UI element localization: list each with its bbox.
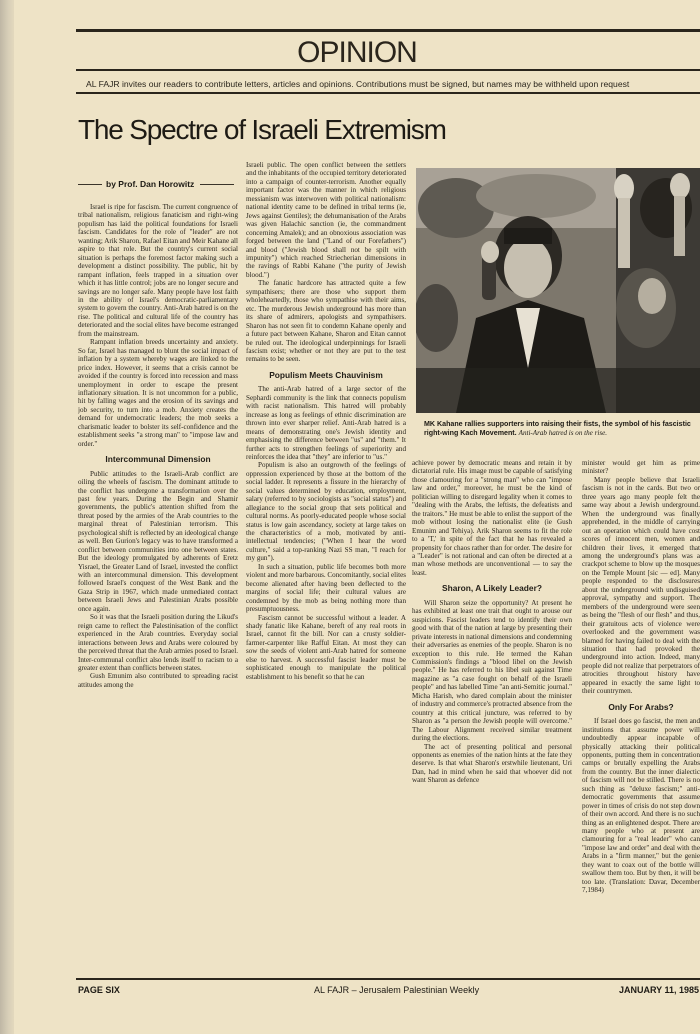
contribution-notice: AL FAJR invites our readers to contribute letters, articles and opinions. Contributions must be signed, but names may be withheld upon request <box>86 79 630 89</box>
paragraph: Fascism cannot be successful without a leader. A shady fanatic like Kahane, bereft of any real roots in Israel, cannot fit the bill. Nor can a crusty soldier-farmer-carpenter like Rafful Eitan. At most they can sow the seeds of violent anti-Arab hatred for someone else to harvest. A successful fascist leader must be sophisticated enough to manipulate the political establishment to his benefit so that he can <box>246 613 406 681</box>
paragraph: Rampant inflation breeds uncertainty and anxiety. So far, Israel has managed to blunt the social impact of inflation by a system whereby wages are linked to the price index. However, it seems that a crisis cannot be avoided if the country is forced into recession and mass unemployment in order to escape the present inflationary situation. It is not uncommon for a public, hit by falling wages and the erosion of its savings and job security, to turn into a mob. Anxiety creates the demand for undemocratic leaders; the mob seeks a charismatic leader to bolster its self-confidence and the establishment seeks "a strong man" to "impose law and order." <box>78 338 238 448</box>
issue-date: JANUARY 11, 1985 <box>619 985 700 995</box>
subheading: Intercommunal Dimension <box>105 454 211 465</box>
byline-rule-right <box>200 184 234 185</box>
binding-edge <box>0 0 14 1034</box>
paragraph: Israeli public. The open conflict between the settlers and the inhabitants of the occupied territory deteriorated into a campaign of counter-terrorism. Another equally important factor was the manner in which religious messianism was interwoven with political nationalism: national identity came to be defined in tribal terms (ie, Jews against Gentiles); the dehumanisation of the Arabs was given Halachic sanction (ie, the commandment concerning Amalek); and an obnoxious association was forged between the land ("Land of our Forefathers") and blood ("Jewish blood shall not be spilt with impunity") which reached Striecherian dimensions in the ravings of Rabbi Kahane ("the purity of Jewish blood.") <box>246 161 406 279</box>
caption-italic: Anti-Arab hatred is on the rise. <box>518 429 608 437</box>
opinion-rule-bottom <box>76 92 700 94</box>
paragraph: Public attitudes to the Israeli-Arab conflict are oiling the wheels of fascism. The dominant attitude to the conflict has undergone a transformation over the past few years. During the Begin and Shamir governments, the public's attention shifted from the threat posed by the armies of the Arab countries to the marginal threat of Palestinian terrorism. This psychological shift is reflected by an ideological change as well. Ben Gurion's legacy was to have transformed a conflict between communities into one between states. But the ideology promulgated by adherents of Eretz Yisrael, the Greater Land of Israel, invested the conflict with an intercommunal dimension. This development followed Israel's conquest of the West Bank and the Gaza Strip in 1967, which made unmediated contact between Israeli Jews and Palestinian Arabs possible once again. <box>78 469 238 613</box>
column-3 <box>412 459 572 975</box>
paragraph: Israel is ripe for fascism. The current congruence of tribal nationalism, religious fanaticism and right-wing populism has laid the political foundations for Israeli fascism. Candidates for the role of "leader" are not wanting; Arik Sharon, Rafael Eitan and Meir Kahane all aspire to that role. But the country's current social situation is perhaps the foremost factor making such a development a distinct possibility. The public, hit by rampant inflation, feels trapped in a situation over which it has little control; jobs are no longer secure and savings are no longer safe. Many people have lost faith in the ability of Israel's democratic-parliamentary system to govern the country. Anti-Arab hatred is on the rise. The political and cultural life of the country has deteriorated and the social elites have become estranged from the mainstream. <box>78 203 238 338</box>
paragraph: Many people believe that Israeli fascism is not in the cards. But two or three years ago many people felt the same way about a Jewish underground. When the underground was finally apprehended, in the middle of carrying out an operation which could have cost scores of innocent men, women and children their lives, it emerged that among the underground's plans was a crackpot scheme to blow up the mosques on the Temple Mount [sic — ed]. Many people responded to the disclosures about the underground with undisguised approval, sympathy and support. The members of the underground were seen as being the "flesh of our flesh" and thus, their gratuitous acts of violence were overlooked and the government was blamed for having failed to deal with the situation that had provoked the underground into action. Indeed, many people did not realize that perpetrators of atrocities throughout history have appeared in exactly the same light to their countrymen. <box>582 475 700 696</box>
paragraph: The anti-Arab hatred of a large sector of the Sephardi community is the link that connects populism with racist nationalism. This hatred will probably increase as long as feelings of ethnic discrimination are thrown into ever sharper relief. Anti-Arab hatred is a means of demonstrating one's Jewish identity and emphasising the difference between "us" and "them." It further acts to strengthen feelings of superiority and reinforces the idea that "they" are inferior to "us." <box>246 385 406 461</box>
kahane-rally-photo <box>416 168 700 413</box>
column-2 <box>246 161 406 975</box>
publication-name: AL FAJR – Jerusalem Palestinian Weekly <box>314 985 480 995</box>
paragraph: Will Sharon seize the opportunity? At present he has exhibited at least one trait that ought to arouse our suspicions. Fascist leaders tend to identify their own good with that of the nation at large by presenting their private interests in national dimensions and condemning their adversaries as enemies of the people. Sharon is no exception to this rule. He termed the Kahan Commission's findings a "blood libel on the Jewish people." He has referred to his libel suit against Time magazine as "a case fought on behalf of the Israeli people" and has labelled Time "an anti-Semitic journal." Micha Harish, who dared complain about the minister of industry and commerce's protracted absence from the country at this critical juncture, was referred to by Sharon as "a person the Jewish people will overcome." The Labour Alignment received similar treatment during the elections. <box>412 598 572 743</box>
footer-rule <box>76 978 700 980</box>
paragraph: The fanatic hardcore has attracted quite a few sympathisers; there are those who support them wholeheartedly, those who sympathise with their aims, etc. The murderous Jewish underground has more than its share of admirers, apologists and sympathisers. Sharon has not seen fit to condemn Kahane openly and a future pact between Kahane, Sharon and Eitan cannot be ruled out. The ideological underpinnings for Israeli fascism exist; whether or not they are put to the test remains to be seen. <box>246 279 406 364</box>
subheading: Populism Meets Chauvinism <box>269 369 383 380</box>
article-headline: The Spectre of Israeli Extremism <box>78 114 446 145</box>
column-4 <box>582 459 700 975</box>
top-rule <box>76 29 700 32</box>
paragraph: In such a situation, public life becomes both more violent and more barbarous. Concomitantly, social elites become alienated after having been deflected to the margins of social life; their cultural values are condemned by the mob as being nothing more than presumptuousness. <box>246 562 406 614</box>
paragraph: The act of presenting political and personal opponents as enemies of the nation hints at the fate they deserve. Is that what Sharon's erstwhile lieutenant, Uri Dan, had in mind when he said that whoever did not want Sharon as defence <box>412 742 572 785</box>
byline: by Prof. Dan Horowitz <box>106 179 195 189</box>
paragraph: minister would get him as prime minister? <box>582 459 700 476</box>
page-number: PAGE SIX <box>78 985 120 995</box>
paragraph: So it was that the Israeli position during the Likud's reign came to reflect the Palestinisation of the conflict experienced in the Arab countries. Everyday social interactions between Jews and Arabs were coloured by the perceived threat that the Arab armies posed to Israel. Inter-communal conflict also lends itself to racism to a greater extent than conflicts between states. <box>78 613 238 673</box>
section-title: OPINION <box>297 36 417 69</box>
newspaper-page <box>14 0 700 1034</box>
paragraph: Gush Emunim also contributed to spreading racist attitudes among the <box>78 672 238 689</box>
photo-caption <box>424 420 694 438</box>
paragraph: achieve power by democratic means and retain it by dictatorial rule. His image must be capable of satisfying those clamouring for a "strong man" who can "impose law and order," moreover, he must be the kind of politician willing to disregard legality when it comes to "dealing with the Arabs, the leftists, the defeatists and the traitors." He must be able to enlist the support of the mob without losing the nationalist elite (ie Gush Emunim and Tehiya). Arik Sharon seems to fit the role to a 'T,' in spite of the fact that he has revealed a propensity for chaos rather than for order. The desire for a "Leader" is not rational and can often be directed at a man whose methods are unconventional — to say the least. <box>412 459 572 577</box>
byline-rule-left <box>78 184 102 185</box>
caption-text: MK Kahane rallies supporters into raising their fists, the symbol of his fascistic right-wing Kach Movement. <box>424 420 691 437</box>
paragraph: If Israel does go fascist, the men and institutions that assume power will undoubtedly appear incapable of physically attacking their political opponents, putting them in concentration camps or brutally expelling the Arabs from the country. But the inner dialectic of fascism will not be stilled. There is no such thing as "deluxe fascism;" anti-democratic governments that assume power in times of crisis do not step down of their own accord. And there is no such thing as an enlightened despot. There are many people who at present are clamouring for a "real leader" who can "impose law and order" and deal with the Arabs in a "firm manner," but the genie they want to coax out of the bottle will swallow them too. But by then, it will be too late. (Translation: Davar, December 7,1984) <box>582 717 700 895</box>
paragraph: Populism is also an outgrowth of the feelings of oppression experienced by those at the bottom of the social ladder. It represents a fissure in the hierarchy of social values determined by education, employment, salary (referred to by sociologists as "social status") and allegiance to the social group that sets political and cultural norms. As poorly-educated people whose social status is low gain ascendancy, society at large takes on the characteristics of a mob, motivated by anti-intellectual tendencies; ("When I hear the word culture," said a top-ranking Nazi SS man, "I reach for my gun"). <box>246 461 406 563</box>
rally-photo-illustration <box>416 168 700 413</box>
subheading: Sharon, A Likely Leader? <box>442 583 542 594</box>
opinion-rule-top <box>76 69 700 71</box>
subheading: Only For Arabs? <box>608 701 674 712</box>
column-1 <box>78 203 238 975</box>
